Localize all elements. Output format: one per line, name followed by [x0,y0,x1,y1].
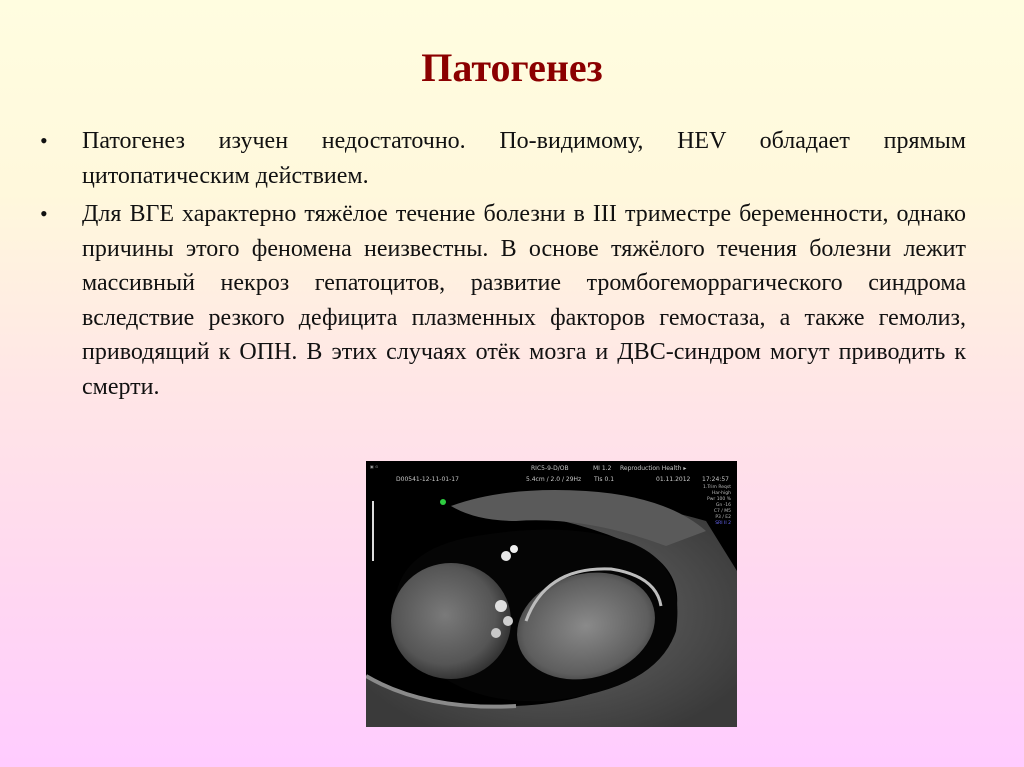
mi-value: MI 1.2 [593,465,612,472]
ultrasound-logo-icon: ▣ ⊙ [370,464,379,469]
bullet-list [38,124,966,408]
ultrasound-scan-graphic [366,461,737,727]
bullet-text: Для ВГЕ характерно тяжёлое течение болезни в III триместре беременности, однако причины этого феномена неизвестны. В основе тяжёлого течения болезни лежит массивный некроз гепатоцитов, развитие тромбогеморрагического синдрома вследствие резкого дефицита плазменных факторов гемостаза, а также гемолиз, приводящий к ОПН. В этих случаях отёк мозга и ДВС-синдром могут приводить к смерти. [82,201,966,400]
preset-label: Reproduction Health ▸ [620,465,687,472]
param-line: 1.Trim Reqst [703,485,731,490]
param-line: SRI II 2 [715,521,731,526]
patient-id: D00541-12-11-01-17 [396,476,459,483]
bullet-icon: • [40,128,48,153]
scan-time: 17:24:57 [702,476,729,483]
depth-value: 5.4cm / 2.0 / 29Hz [526,476,582,483]
bullet-icon: • [40,201,48,226]
ultrasound-image [366,461,737,727]
scan-date: 01.11.2012 [656,476,691,483]
param-line: Pwr 100 % [707,497,731,502]
bullet-text: Патогенез изучен недостаточно. По-видимому, HEV обладает прямым цитопатическим действием. [82,128,966,189]
bullet-item [38,197,966,404]
ultrasound-parameters [703,485,731,527]
ultrasound-header [366,461,737,487]
param-line: P3 / E2 [715,515,731,520]
param-line: Har-high [711,491,731,496]
param-line: C7 / M5 [713,509,731,514]
slide-title: Патогенез [421,45,603,90]
param-line: Gn -16 [715,503,731,508]
bullet-item [38,124,966,193]
tis-value: TIs 0.1 [594,476,615,483]
probe-label: RIC5-9-D/OB [531,465,569,472]
